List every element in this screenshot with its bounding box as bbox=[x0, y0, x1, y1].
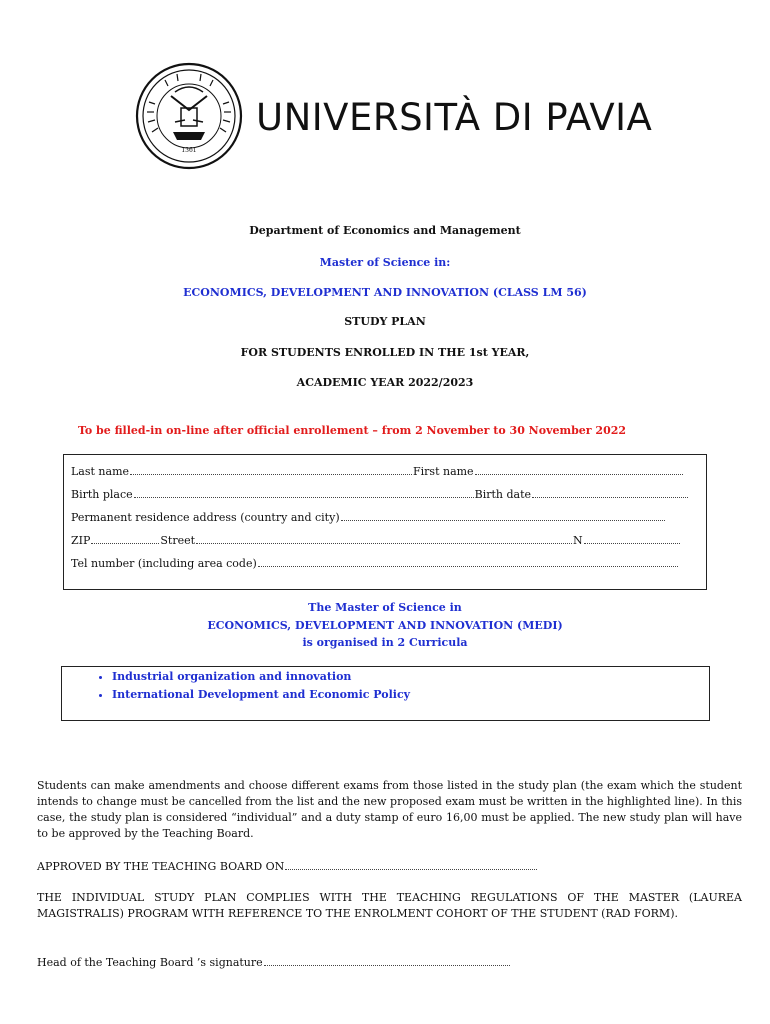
curricula-box bbox=[61, 666, 710, 721]
svg-text:1361: 1361 bbox=[181, 147, 197, 154]
approved-label: APPROVED BY THE TEACHING BOARD ON bbox=[37, 860, 285, 873]
first-name-field[interactable] bbox=[475, 465, 683, 475]
tel-row bbox=[71, 557, 679, 570]
university-wordmark: UNIVERSITÀ DI PAVIA bbox=[256, 96, 653, 139]
birth-date-field[interactable] bbox=[532, 488, 688, 498]
birth-place-label: Birth place bbox=[71, 488, 133, 501]
signature-label: Head of the Teaching Board ’s signature bbox=[37, 956, 263, 969]
study-plan-title: STUDY PLAN bbox=[344, 315, 426, 328]
first-name-label: First name bbox=[413, 465, 474, 478]
signature-line bbox=[37, 956, 511, 969]
birth-row bbox=[71, 488, 689, 501]
address-row bbox=[71, 511, 666, 524]
address-field[interactable] bbox=[341, 511, 665, 521]
curricula-list bbox=[62, 670, 709, 701]
signature-field[interactable] bbox=[264, 956, 510, 966]
amendments-paragraph: Students can make amendments and choose different exams from those listed in the study plan (the exam which the student intends to change must be cancelled from the list and the new proposed exam must be written in the highlighted line). In this case, the study plan is considered “individual” and a duty stamp of euro 16,00 must be applied. The new study plan will have to be approved by the Teaching Board. bbox=[37, 779, 742, 840]
academic-year: ACADEMIC YEAR 2022/2023 bbox=[296, 376, 474, 389]
curricula-line3: is organised in 2 Curricula bbox=[302, 636, 468, 649]
enrolled-line: FOR STUDENTS ENROLLED IN THE 1st YEAR, bbox=[240, 346, 530, 359]
address-label: Permanent residence address (country and city) bbox=[71, 511, 340, 524]
curricula-line2: ECONOMICS, DEVELOPMENT AND INNOVATION (MEDI) bbox=[207, 619, 563, 632]
list-item: • Industrial organization and innovation bbox=[112, 670, 709, 683]
personal-data-box bbox=[63, 454, 707, 590]
zip-label: ZIP bbox=[71, 534, 91, 547]
last-name-field[interactable] bbox=[130, 465, 412, 475]
number-field[interactable] bbox=[584, 534, 680, 544]
approved-date-field[interactable] bbox=[285, 860, 537, 870]
last-name-label: Last name bbox=[71, 465, 130, 478]
tel-label: Tel number (including area code) bbox=[71, 557, 257, 570]
curricula-line1: The Master of Science in bbox=[308, 601, 462, 614]
name-row bbox=[71, 465, 684, 478]
number-label: N bbox=[573, 534, 583, 547]
master-label: Master of Science in: bbox=[319, 256, 451, 269]
list-item: • International Development and Economic Policy bbox=[112, 688, 709, 701]
tel-field[interactable] bbox=[258, 557, 678, 567]
birth-date-label: Birth date bbox=[474, 488, 532, 501]
deadline-notice: To be filled-in on-line after official enrollement – from 2 November to 30 November 2022 bbox=[77, 424, 627, 437]
university-seal-logo bbox=[135, 62, 243, 170]
approved-line bbox=[37, 860, 538, 873]
department-title: Department of Economics and Management bbox=[249, 224, 521, 237]
zip-row bbox=[71, 534, 681, 547]
compliance-paragraph: THE INDIVIDUAL STUDY PLAN COMPLIES WITH THE TEACHING REGULATIONS OF THE MASTER (LAUREA MAGISTRALIS) PROGRAM WITH REFERENCE TO THE ENROLMENT COHORT OF THE STUDENT (RAD FORM). bbox=[37, 891, 742, 920]
street-field[interactable] bbox=[196, 534, 572, 544]
street-label: Street bbox=[160, 534, 196, 547]
zip-field[interactable] bbox=[91, 534, 159, 544]
birth-place-field[interactable] bbox=[134, 488, 474, 498]
program-name: ECONOMICS, DEVELOPMENT AND INNOVATION (CLASS LM 56) bbox=[183, 286, 587, 299]
